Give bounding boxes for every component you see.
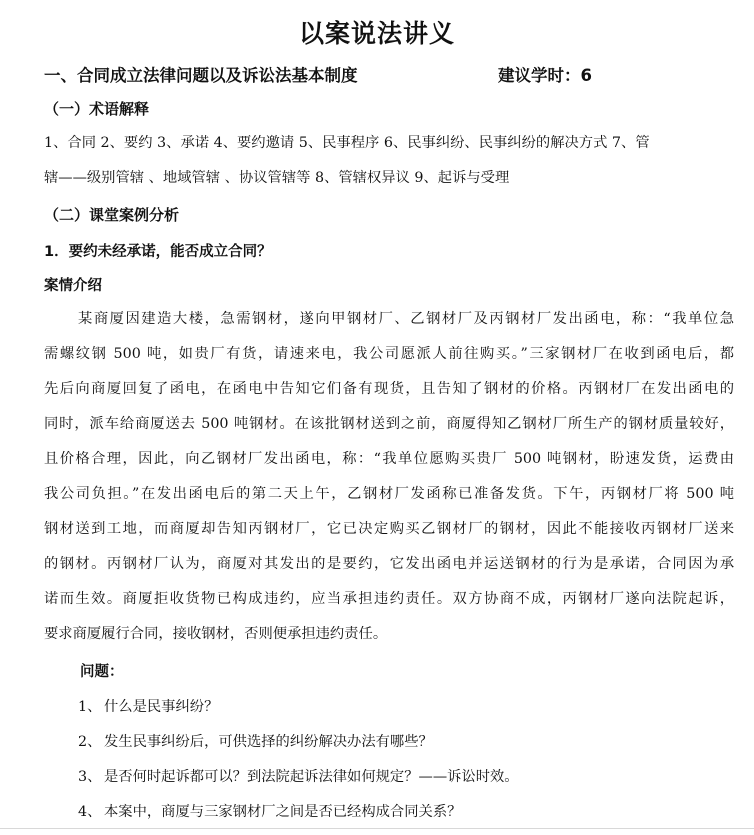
terms-line-2: 辖——级别管辖 、地域管辖 、协议管辖等 8、管辖权异议 9、起诉与受理 — [44, 170, 510, 186]
question-number: 1、 — [78, 699, 102, 715]
paragraph-line: 的钢材。丙钢材厂认为，商厦对其发出的是要约，它发出函电并运送钢材的行为是承诺，合同因为承 — [44, 556, 734, 572]
case-1-title: 1．要约未经承诺，能否成立合同？ — [44, 244, 272, 260]
paragraph-line: 我公司负担。”在发出函电后的第二天上午，乙钢材厂发函称已准备发货。下午，丙钢材厂将 500 吨 — [44, 486, 734, 502]
paragraph-line: 诺而生效。商厦拒收货物已构成违约，应当承担违约责任。双方协商不成，丙钢材厂遂向法院起诉， — [44, 591, 734, 607]
paragraph-line: 要求商厦履行合同，接收钢材，否则便承担违约责任。 — [44, 626, 388, 642]
case-paragraph — [44, 302, 734, 652]
question-text: 什么是民事纠纷？ — [104, 699, 219, 715]
paragraph-line: 某商厦因建造大楼，急需钢材，遂向甲钢材厂、乙钢材厂及丙钢材厂发出函电，称：“我单位急 — [78, 311, 734, 327]
question-number: 4、 — [78, 804, 102, 820]
terms-line-1: 1、合同 2、要约 3、承诺 4、要约邀请 5、民事程序 6、民事纠纷、民事纠纷的解决方式 7、管 — [44, 135, 650, 151]
document-title: 以案说法讲义 — [298, 19, 455, 48]
suggested-hours: 建议学时：6 — [498, 66, 592, 85]
questions-heading: 问题： — [80, 664, 124, 680]
question-item — [78, 795, 519, 830]
question-number: 2、 — [78, 734, 102, 750]
question-text: 本案中，商厦与三家钢材厂之间是否已经构成合同关系？ — [104, 804, 462, 820]
question-text: 发生民事纠纷后，可供选择的纠纷解决办法有哪些？ — [104, 734, 433, 750]
terms-heading: （一）术语解释 — [44, 100, 150, 118]
paragraph-line: 需螺纹钢 500 吨，如贵厂有货，请速来电，我公司愿派人前往购买。”三家钢材厂在收到函电后，都 — [44, 346, 734, 362]
paragraph-line: 钢材送到工地，而商厦却告知丙钢材厂，它已决定购买乙钢材厂的钢材，因此不能接收丙钢材厂送来 — [44, 521, 734, 537]
paragraph-line: 先后向商厦回复了函电，在函电中告知它们备有现货，且告知了钢材的价格。丙钢材厂在发出函电的 — [44, 381, 734, 397]
question-item — [78, 690, 519, 725]
question-item — [78, 725, 519, 760]
paragraph-line: 同时，派车给商厦送去 500 吨钢材。在该批钢材送到之前，商厦得知乙钢材厂所生产的钢材质量较好， — [44, 416, 734, 432]
question-text: 是否何时起诉都可以？到法院起诉法律如何规定？——诉讼时效。 — [104, 769, 519, 785]
question-item — [78, 760, 519, 795]
section-heading: 一、合同成立法律问题以及诉讼法基本制度 — [44, 66, 358, 85]
case-intro-heading: 案情介绍 — [44, 278, 102, 294]
paragraph-line: 且价格合理，因此，向乙钢材厂发出函电，称：“我单位愿购买贵厂 500 吨钢材，盼速发货，运费由 — [44, 451, 734, 467]
question-number: 3、 — [78, 769, 102, 785]
page-bottom-divider — [0, 828, 754, 829]
case-analysis-heading: （二）课堂案例分析 — [44, 206, 180, 224]
questions-list — [78, 690, 519, 830]
